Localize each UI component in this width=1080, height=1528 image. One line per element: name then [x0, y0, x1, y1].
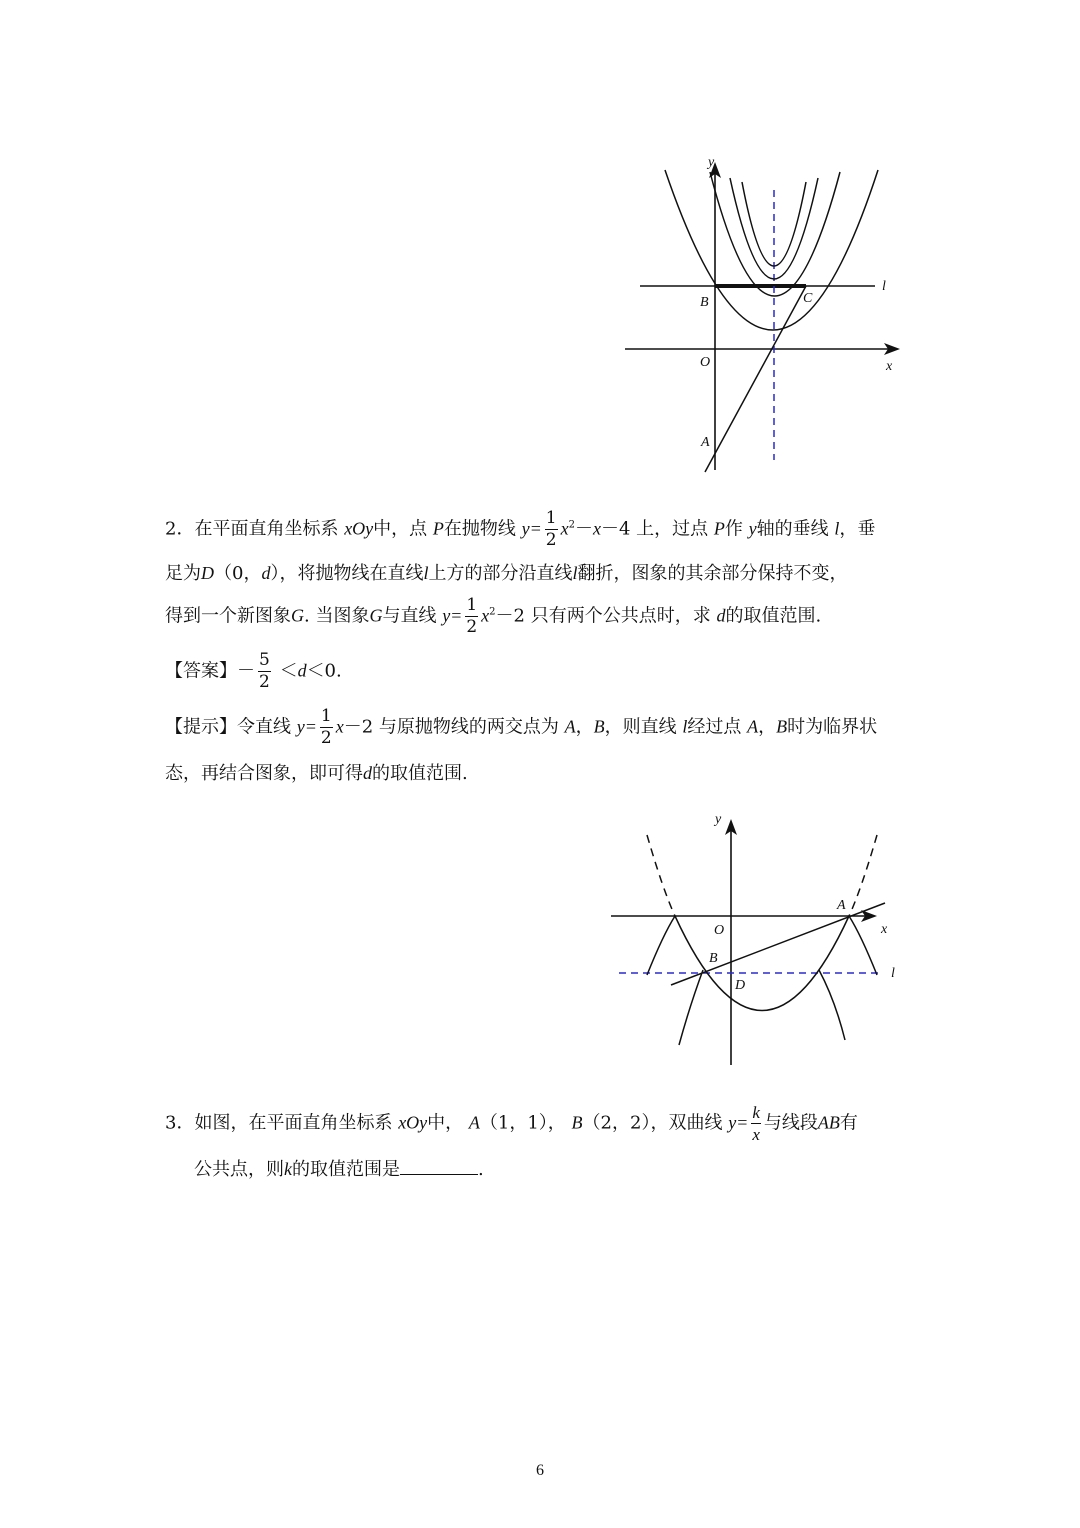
answer-blank[interactable] [400, 1156, 478, 1175]
q2-line-2: 足为D（0，d），将抛物线在直线l上方的部分沿直线l翻折，图象的其余部分保持不变， [165, 563, 848, 584]
label-d: D [735, 978, 746, 993]
q3-line-2: 公共点，则k的取值范围是 . [194, 1156, 484, 1183]
folded-left [647, 916, 675, 975]
parabola-main [675, 916, 849, 1011]
parabola-2 [710, 172, 840, 296]
label-x: x [881, 922, 888, 937]
label-y: y [715, 812, 722, 827]
label-o: O [700, 355, 711, 370]
label-l: l [882, 279, 886, 294]
q3-line-1: 3．如图，在平面直角坐标系 xOy中， A（1，1）， B（2，2），双曲线 y= $\frac{k}{x}$ 与线段AB有 [165, 1103, 858, 1144]
label-y: y [708, 155, 715, 170]
label-b: B [700, 295, 709, 310]
fraction-five-halves: $\frac{5}{2}$ [259, 650, 270, 692]
q2-line-1: 2．在平面直角坐标系 xOy中，点 P在抛物线 y= $\frac{1}{2}$ $x^2-x-4$ 上，过点 P作 y轴的垂线 l，垂 [165, 508, 876, 550]
label-c: C [803, 291, 813, 306]
answer-line: 【答案】－ $\frac{5}{2}$ ＜d＜0. [165, 650, 342, 692]
parabola-dashed-left [647, 835, 675, 916]
label-o: O [714, 923, 725, 938]
hint-line-2: 态，再结合图象，即可得d的取值范围. [165, 763, 468, 784]
q2-line-3: 得到一个新图象G. 当图象G与直线 y= $\frac{1}{2}$ $x^2-2$ 只有两个公共点时，求 d的取值范围. [165, 595, 822, 637]
label-b: B [709, 951, 718, 966]
label-x: x [886, 359, 893, 374]
fraction-one-half: $\frac{1}{2}$ [320, 706, 332, 748]
folded-right [849, 916, 877, 975]
label-a: A [701, 435, 710, 450]
label-l: l [891, 966, 895, 981]
fraction-one-half: $\frac{1}{2}$ [545, 508, 557, 550]
hint-line-1: 【提示】令直线 y= $\frac{1}{2}$ x－2 与原抛物线的两交点为 A，B，则直线 l经过点 A，B时为临界状 [165, 706, 878, 748]
fraction-one-half: $\frac{1}{2}$ [466, 595, 478, 637]
figure-1 [620, 150, 910, 480]
line-through-a [705, 286, 806, 472]
parabola-dashed-right [849, 835, 877, 916]
label-a: A [837, 898, 846, 913]
page-number: 6 [536, 1462, 544, 1479]
parabola-widest [665, 170, 878, 330]
figure-2 [605, 805, 905, 1070]
branch-lower-right [819, 970, 845, 1040]
fraction-k-over-x: $\frac{k}{x}$ [752, 1103, 760, 1144]
